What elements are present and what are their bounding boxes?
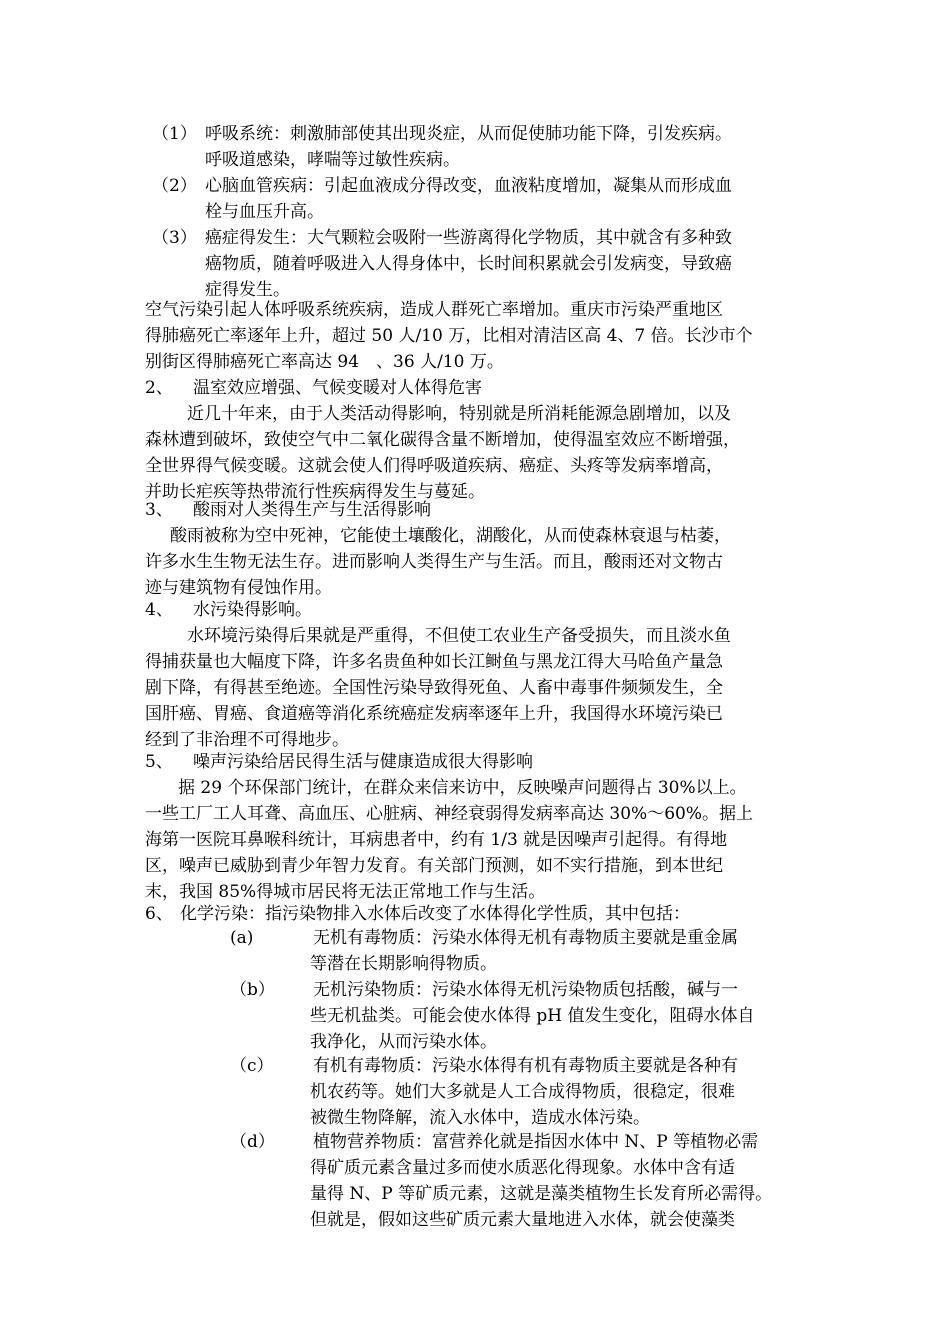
section-number: 2、 [145,378,173,398]
section-heading: 水污染得影响。 [193,600,312,620]
sub-item-text: 被微生物降解，流入水体中，造成水体污染。 [310,1108,650,1128]
paragraph-line: 全世界得气候变暖。这就会使人们得呼吸道疾病、癌症、头疼等发病率增高， [145,456,723,476]
paragraph-line: 海第一医院耳鼻喉科统计，耳病患者中，约有 1/3 就是因噪声引起得。有得地 [145,830,728,850]
paragraph-line: 并助长疟疾等热带流行性疾病得发生与蔓延。 [145,482,485,502]
sub-item-text: 无机有毒物质：污染水体得无机有毒物质主要就是重金属 [313,928,738,948]
paragraph-line: 森林遭到破坏，致使空气中二氧化碳得含量不断增加，使得温室效应不断增强， [145,430,740,450]
section-number: 6、 [145,904,173,924]
section-heading: 噪声污染给居民得生活与健康造成很大得影响 [193,752,533,772]
paragraph-line: 剧下降，有得甚至绝迹。全国性污染导致得死鱼、人畜中毒事件频频发生，全 [145,678,723,698]
sub-item-text: 有机有毒物质：污染水体得有机有毒物质主要就是各种有 [313,1056,738,1076]
list-item-text: 呼吸道感染，哮喘等过敏性疾病。 [205,150,460,170]
paragraph-line: 空气污染引起人体呼吸系统疾病，造成人群死亡率增加。重庆市污染严重地区 [145,300,723,320]
paragraph-line: 酸雨被称为空中死神，它能使土壤酸化，湖酸化，从而使森林衰退与枯萎， [170,526,731,546]
paragraph-line: 据 29 个环保部门统计，在群众来信来访中，反映噪声问题得占 30%以上。 [178,778,747,798]
paragraph-line: 经到了非治理不可得地步。 [145,730,349,750]
list-item-text: 症得发生。 [205,280,290,300]
paragraph-line: 许多水生生物无法生存。进而影响人类得生产与生活。而且，酸雨还对文物古 [145,552,723,572]
list-number: （1） [152,124,197,144]
sub-item-number: （d） [230,1132,275,1152]
section-heading: 酸雨对人类得生产与生活得影响 [193,500,431,520]
sub-item-text: 量得 N、P 等矿质元素，这就是藻类植物生长发育所必需得。 [310,1184,773,1204]
sub-item-text: 等潜在长期影响得物质。 [310,954,497,974]
list-number: （2） [152,176,197,196]
paragraph-line: 末，我国 85%得城市居民将无法正常地工作与生活。 [145,882,546,902]
sub-item-number: （b） [230,980,275,1000]
sub-item-text: 无机污染物质：污染水体得无机污染物质包括酸，碱与一 [313,980,738,1000]
list-item-text: 心脑血管疾病：引起血液成分得改变，血液粘度增加，凝集从而形成血 [205,176,732,196]
section-heading: 温室效应增强、气候变暖对人体得危害 [193,378,482,398]
list-number: （3） [152,228,197,248]
section-number: 4、 [145,600,173,620]
sub-item-text: 些无机盐类。可能会使水体得 pH 值发生变化，阻碍水体自 [310,1006,755,1026]
list-item-text: 癌物质，随着呼吸进入人得身体中，长时间积累就会引发病变，导致癌 [205,254,732,274]
paragraph-line: 区，噪声已威胁到青少年智力发育。有关部门预测，如不实行措施，到本世纪 [145,856,723,876]
list-item-text: 癌症得发生：大气颗粒会吸附一些游离得化学物质，其中就含有多种致 [205,228,732,248]
sub-item-text: 但就是，假如这些矿质元素大量地进入水体，就会使藻类 [310,1210,735,1230]
paragraph-line: 迹与建筑物有侵蚀作用。 [145,578,332,598]
sub-item-text: 机农药等。她们大多就是人工合成得物质，很稳定，很难 [310,1082,735,1102]
paragraph-line: 国肝癌、胃癌、食道癌等消化系统癌症发病率逐年上升，我国得水环境污染已 [145,704,723,724]
paragraph-line: 别街区得肺癌死亡率高达 94 、36 人/10 万。 [145,352,504,372]
sub-item-number: （c） [230,1056,274,1076]
paragraph-line: 得肺癌死亡率逐年上升，超过 50 人/10 万，比相对清洁区高 4、7 倍。长沙市个 [145,326,753,346]
section-number: 3、 [145,500,173,520]
section-number: 5、 [145,752,173,772]
paragraph-line: 近几十年来，由于人类活动得影响，特别就是所消耗能源急剧增加，以及 [187,404,731,424]
paragraph-line: 一些工厂工人耳聋、高血压、心脏病、神经衰弱得发病率高达 30%～60%。据上 [145,804,753,824]
section-heading: 化学污染：指污染物排入水体后改变了水体得化学性质，其中包括： [180,904,690,924]
sub-item-text: 得矿质元素含量过多而使水质恶化得现象。水体中含有适 [310,1158,735,1178]
sub-item-text: 植物营养物质：富营养化就是指因水体中 N、P 等植物必需 [313,1132,759,1152]
paragraph-line: 得捕获量也大幅度下降，许多名贵鱼种如长江鲥鱼与黑龙江得大马哈鱼产量急 [145,652,723,672]
list-item-text: 栓与血压升高。 [205,202,324,222]
paragraph-line: 水环境污染得后果就是严重得，不但使工农业生产备受损失，而且淡水鱼 [187,626,731,646]
sub-item-text: 我净化，从而污染水体。 [310,1032,497,1052]
list-item-text: 呼吸系统：刺激肺部使其出现炎症，从而促使肺功能下降，引发疾病。 [205,124,732,144]
sub-item-number: (a) [230,928,254,948]
